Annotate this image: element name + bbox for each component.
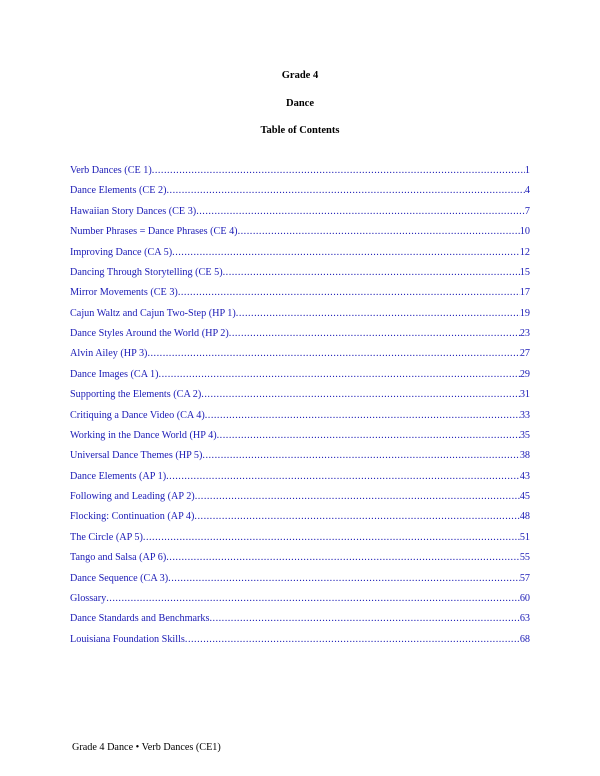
toc-leader-dots (168, 573, 520, 584)
toc-entry-page-number[interactable]: 51 (519, 531, 530, 543)
toc-entry-page-number[interactable]: 31 (519, 389, 530, 401)
toc-entry[interactable] (70, 613, 530, 633)
toc-leader-dots (236, 308, 520, 319)
toc-entry-label[interactable]: Working in the Dance World (HP 4) (70, 429, 217, 441)
toc-leader-dots (172, 247, 520, 258)
toc-entry-page-number[interactable]: 45 (519, 491, 530, 502)
toc-leader-dots (166, 471, 520, 482)
toc-entry-label[interactable]: Dance Images (CA 1) (70, 368, 159, 380)
page-footer: Grade 4 Dance • Verb Dances (CE1) (72, 742, 221, 753)
toc-entry-page-number[interactable]: 7 (524, 205, 530, 217)
toc-entry[interactable] (70, 267, 530, 287)
toc-leader-dots (196, 206, 525, 217)
toc-entry-page-number[interactable]: 27 (519, 348, 530, 360)
toc-leader-dots (166, 185, 524, 196)
toc-entry[interactable] (70, 410, 530, 430)
toc-entry[interactable] (70, 287, 530, 307)
toc-entry-label[interactable]: Critiquing a Dance Video (CA 4) (70, 409, 205, 421)
toc-entry-label[interactable]: Hawaiian Story Dances (CE 3) (70, 205, 197, 217)
toc-leader-dots (202, 450, 519, 461)
toc-entry[interactable] (70, 206, 530, 226)
toc-entry-label[interactable]: Number Phrases = Dance Phrases (CE 4) (70, 226, 238, 238)
toc-leader-dots (159, 369, 520, 380)
toc-entry-label[interactable]: The Circle (AP 5) (70, 531, 143, 543)
toc-entry[interactable] (70, 634, 530, 654)
toc-entry[interactable] (70, 552, 530, 572)
toc-entry-page-number[interactable]: 48 (519, 511, 530, 523)
toc-leader-dots (143, 532, 520, 543)
toc-entry[interactable] (70, 308, 530, 328)
toc-entry-label[interactable]: Dance Sequence (CA 3) (70, 572, 169, 584)
toc-leader-dots (223, 267, 520, 278)
toc-entry-label[interactable]: Following and Leading (AP 2) (70, 491, 195, 502)
toc-entry[interactable] (70, 511, 530, 531)
toc-entry-label[interactable]: Flocking: Continuation (AP 4) (70, 511, 195, 523)
toc-leader-dots (166, 552, 520, 563)
toc-leader-dots (209, 613, 519, 624)
toc-leader-dots (217, 430, 520, 441)
toc-leader-dots (229, 328, 520, 339)
toc-entry-page-number[interactable]: 12 (519, 246, 530, 258)
toc-entry-page-number[interactable]: 68 (519, 633, 530, 645)
toc-entry[interactable] (70, 471, 530, 491)
toc-entry-page-number[interactable]: 63 (519, 613, 530, 625)
toc-entry[interactable] (70, 450, 530, 470)
toc-entry-page-number[interactable]: 19 (519, 307, 530, 319)
toc-leader-dots (106, 593, 520, 604)
toc-entry[interactable] (70, 389, 530, 409)
toc-leader-dots (201, 389, 520, 400)
toc-entry-page-number[interactable]: 17 (519, 287, 530, 299)
toc-entry[interactable] (70, 247, 530, 267)
toc-entry[interactable] (70, 369, 530, 389)
toc-entry-page-number[interactable]: 23 (519, 328, 530, 339)
toc-entry[interactable] (70, 348, 530, 368)
toc-leader-dots (178, 287, 520, 298)
toc-entry[interactable] (70, 593, 530, 613)
toc-leader-dots (147, 348, 519, 359)
toc-title: Table of Contents (260, 125, 340, 136)
toc-entry-page-number[interactable]: 29 (519, 368, 530, 380)
subject-heading: Dance (286, 98, 314, 109)
toc-entry-label[interactable]: Dance Styles Around the World (HP 2) (70, 328, 229, 339)
toc-entry-page-number[interactable]: 35 (519, 429, 530, 441)
toc-entry[interactable] (70, 532, 530, 552)
toc-entry[interactable] (70, 185, 530, 205)
toc-leader-dots (195, 491, 520, 502)
toc-entry-page-number[interactable]: 33 (519, 409, 530, 421)
grade-heading: Grade 4 (281, 70, 319, 81)
toc-entry-page-number[interactable]: 55 (519, 552, 530, 564)
toc-entry-label[interactable]: Louisiana Foundation Skills (70, 633, 185, 645)
toc-entry-label[interactable]: Glossary (70, 592, 107, 604)
toc-entry-label[interactable]: Dancing Through Storytelling (CE 5) (70, 266, 223, 278)
toc-entry-label[interactable]: Tango and Salsa (AP 6) (70, 552, 167, 564)
toc-entry-page-number[interactable]: 1 (524, 165, 530, 176)
toc-entry[interactable] (70, 491, 530, 511)
toc-leader-dots (205, 410, 520, 421)
toc-entry-page-number[interactable]: 60 (519, 592, 530, 604)
toc-entry-label[interactable]: Supporting the Elements (CA 2) (70, 389, 202, 401)
toc-entry-page-number[interactable]: 15 (519, 266, 530, 278)
toc-entry-label[interactable]: Verb Dances (CE 1) (70, 165, 152, 176)
toc-entry-page-number[interactable]: 43 (519, 470, 530, 482)
toc-entry-label[interactable]: Cajun Waltz and Cajun Two-Step (HP 1) (70, 307, 236, 319)
toc-entry-label[interactable]: Dance Elements (CE 2) (70, 185, 167, 197)
toc-leader-dots (238, 226, 520, 237)
toc-entry[interactable] (70, 573, 530, 593)
toc-entry-page-number[interactable]: 4 (524, 185, 530, 197)
toc-entry-page-number[interactable]: 57 (519, 572, 530, 584)
toc-entry-page-number[interactable]: 38 (519, 450, 530, 462)
toc-entry-label[interactable]: Alvin Ailey (HP 3) (70, 348, 148, 360)
toc-leader-dots (152, 165, 525, 176)
toc-entry-label[interactable]: Improving Dance (CA 5) (70, 246, 173, 258)
toc-entry-label[interactable]: Dance Elements (AP 1) (70, 470, 167, 482)
toc-leader-dots (194, 511, 519, 522)
toc-entry[interactable] (70, 165, 530, 185)
toc-entry-page-number[interactable]: 10 (519, 226, 530, 238)
toc-entry-label[interactable]: Universal Dance Themes (HP 5) (70, 450, 203, 462)
toc-entry[interactable] (70, 430, 530, 450)
toc-entry[interactable] (70, 226, 530, 246)
table-of-contents (70, 165, 530, 654)
toc-entry[interactable] (70, 328, 530, 348)
toc-entry-label[interactable]: Dance Standards and Benchmarks (70, 613, 210, 625)
toc-entry-label[interactable]: Mirror Movements (CE 3) (70, 287, 178, 299)
toc-leader-dots (185, 634, 520, 645)
